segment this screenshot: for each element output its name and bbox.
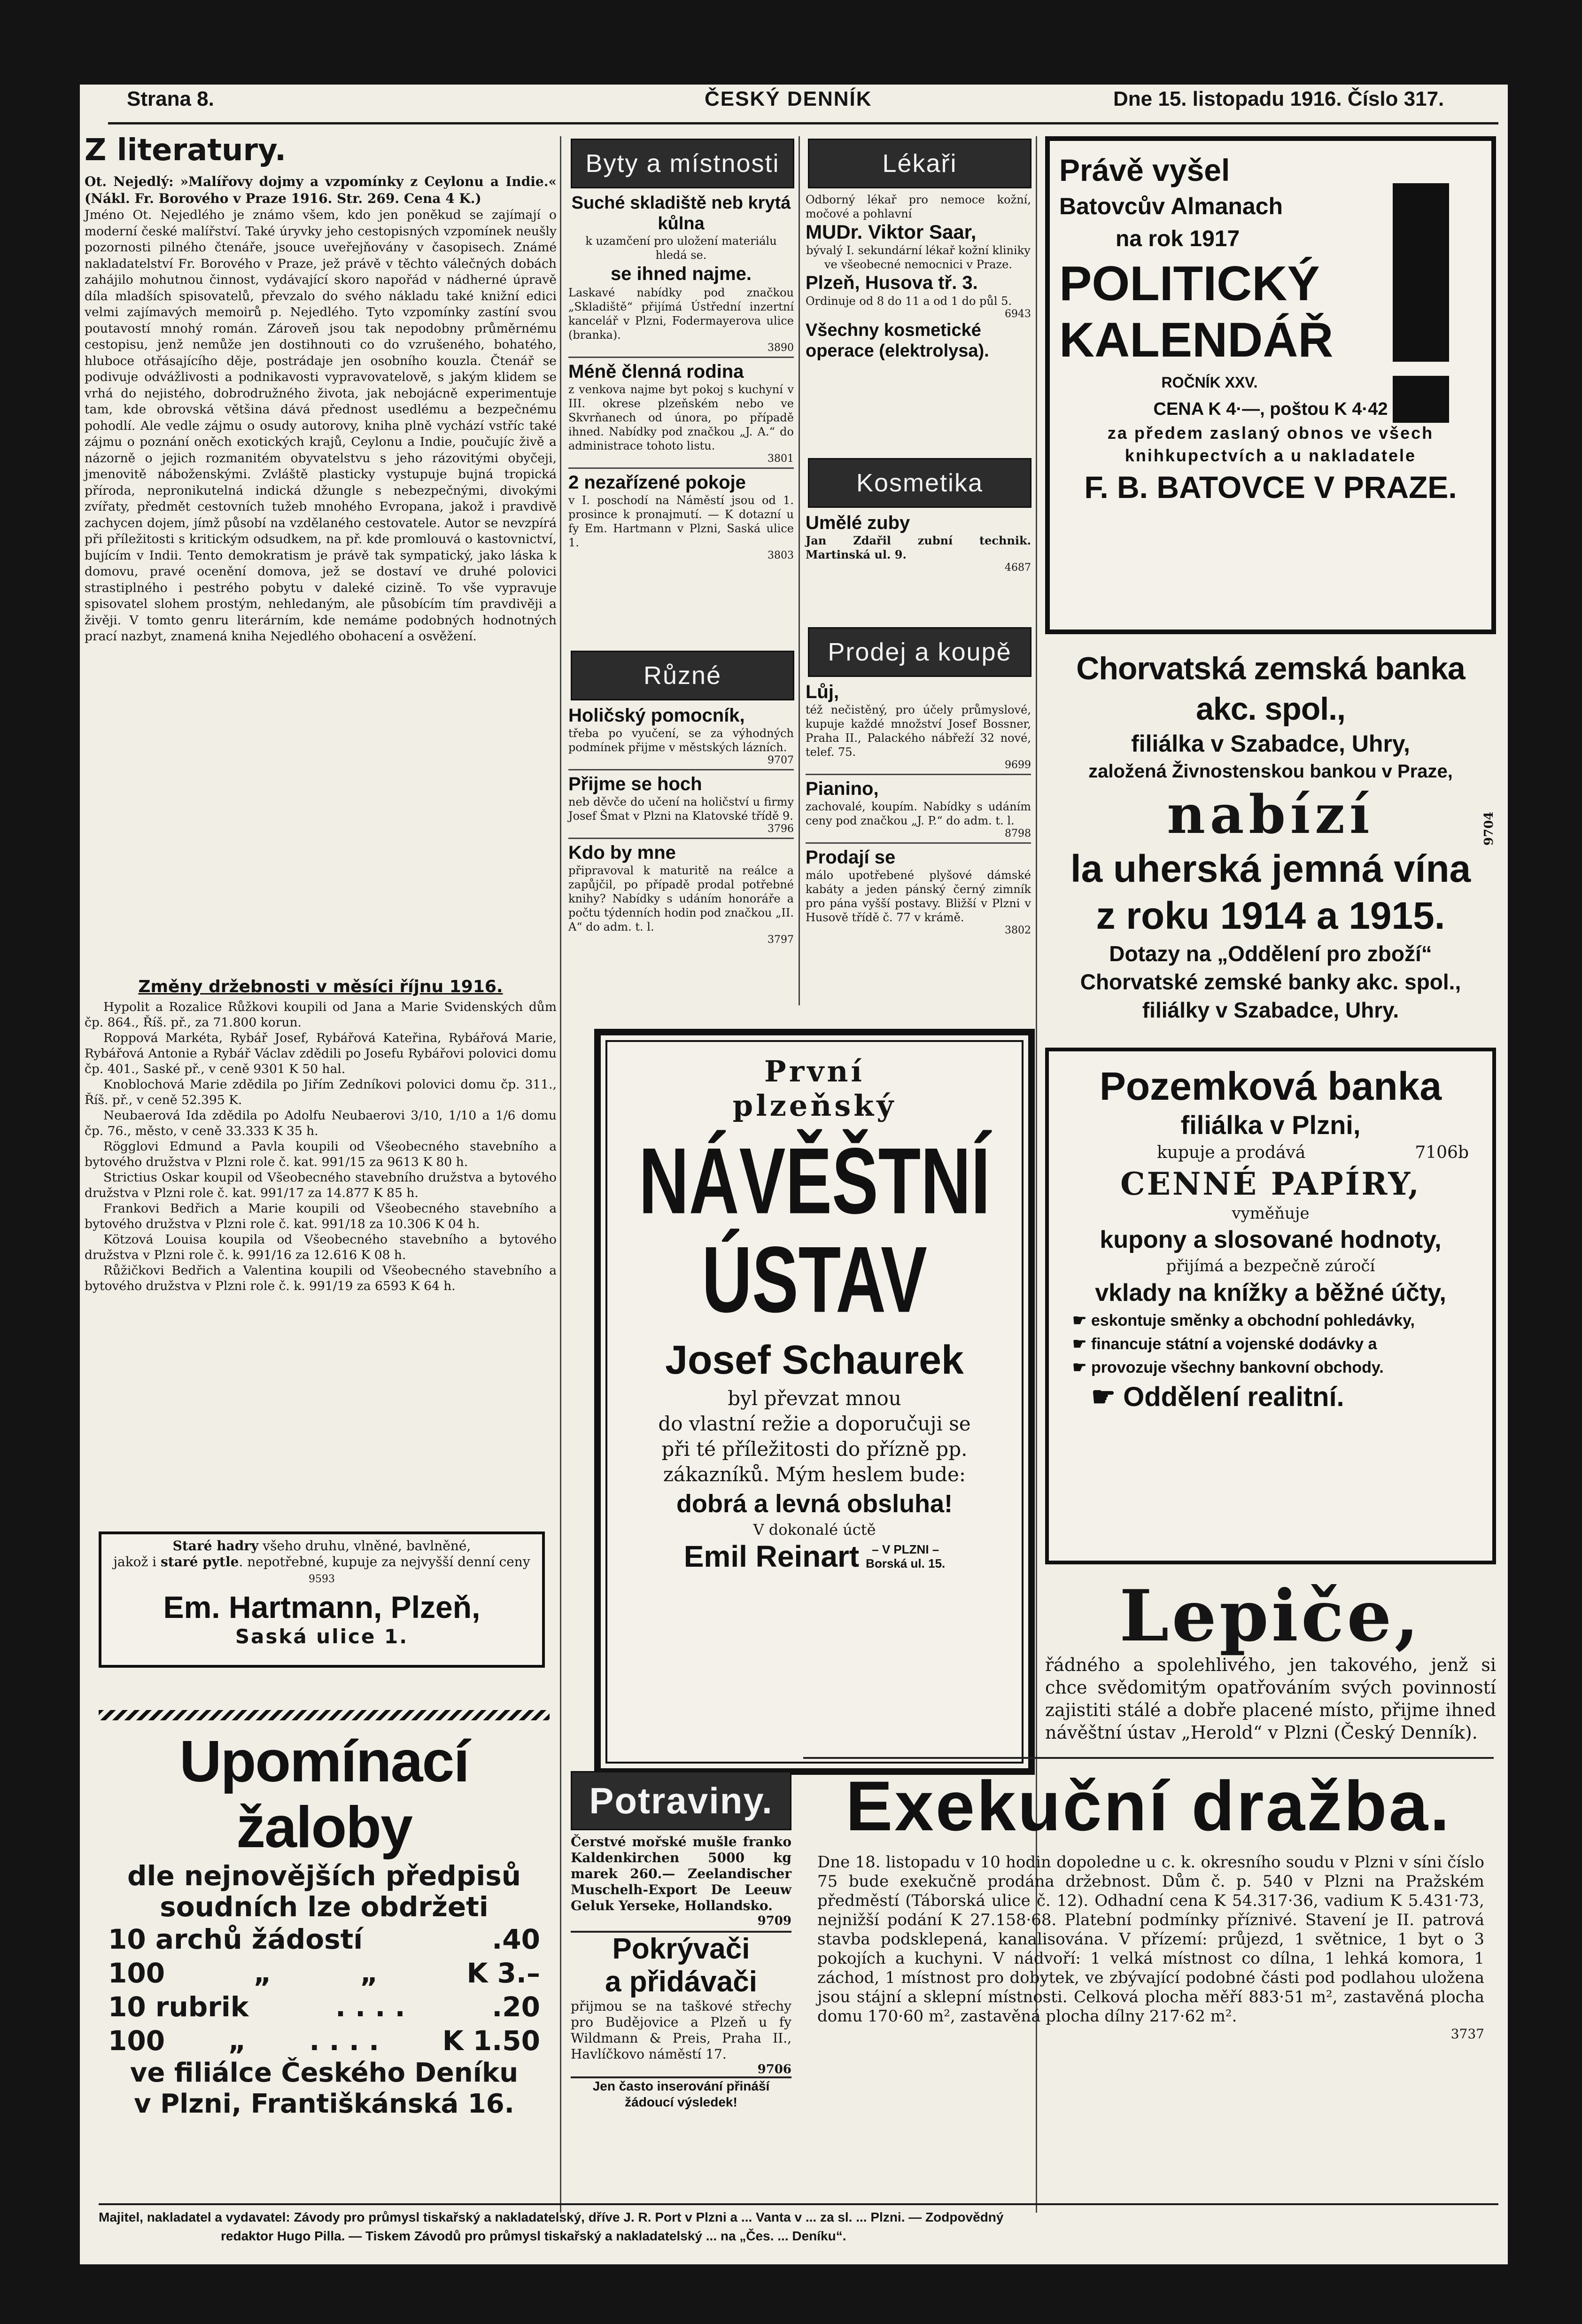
byty-ads (568, 193, 794, 561)
lekari-ad1-name: MUDr. Viktor Saar, (806, 221, 977, 243)
prodej-header: Prodej a koupě (808, 627, 1031, 677)
navestni-owner-row (601, 1539, 1028, 1574)
navestni-t4: ÚSTAV (702, 1227, 927, 1332)
pozemkova-t9-text: eskontuje směnky a obchodní pohledávky, (1091, 1312, 1415, 1329)
pokryvaci-code: 9706 (757, 2062, 791, 2076)
ad-divider (568, 467, 794, 469)
ruzne-ad2-title: Přijme se hoch (568, 774, 702, 794)
navestni-t3: NÁVĚŠTNÍ (638, 1128, 991, 1234)
chorvat-t5: la uherská jemná vína (1070, 847, 1471, 890)
byty-ad1-body: k uzamčení pro uložení materiálu hledá se. (585, 234, 777, 262)
prodej-ad2-body: zachovalé, koupím. Nabídky s udáním ceny pod značkou „J. P.“ do adm. t. l. (806, 800, 1031, 827)
lekari-ad2: Všechny kosmetické operace (elektrolysa). (806, 320, 989, 361)
imprint-line2: redaktor Hugo Pilla. — Tiskem Závodů pro průmysl tiskařský a nakladatelský ... na „Čes. ... Deníku“. (221, 2229, 846, 2243)
hartmann-street: Saská ulice 1. (235, 1625, 409, 1648)
lekari-ad1-title: Odborný lékař pro nemoce kožní, močové a pohlavní (806, 193, 1031, 220)
ad-divider (806, 774, 1031, 775)
pozemkova-t11-text: provozuje všechny bankovní obchody. (1091, 1359, 1384, 1376)
chorvat-t6: z roku 1914 a 1915. (1096, 894, 1445, 937)
navestni-b2: do vlastní režie a doporučuji se (658, 1412, 971, 1435)
price-label: 10 rubrik (108, 1991, 249, 2023)
ownership-title: Změny držebnosti v měsíci říjnu 1916. (138, 977, 503, 996)
kosmetika-ad-body: Jan Zdařil zubní technik. Martinská ul. 9. (806, 534, 1031, 561)
byty-ad3-title: 2 nezařízené pokoje (568, 472, 746, 493)
ruzne-ad2-body: neb děvče do učení na holičství u firmy Josef Šmat v Plzni na Klatovské třídě 9. (568, 795, 794, 823)
price-ditto: „ (228, 2025, 246, 2057)
lekari-ad1-code: 6943 (1005, 308, 1031, 320)
ruzne-ad3-body: připravoval k maturitě na reálce a zapůjčil, po případě prodal potřebné knihy? Nabídky s udáním honoráře a počtu týdenních hodin pod značkou „II. A“ do adm. t. l. (568, 864, 794, 933)
byty-ad2-body: z venkova najme byt pokoj s kuchyní v III. okrese plzeňském nebo ve Skvrňanech od února, po případě ihned. Nabídky pod značkou „J. A.“ do administrace tohoto listu. (568, 383, 794, 452)
price-value: .20 (492, 1991, 540, 2023)
byty-ad1-contact: Laskavé nabídky pod značkou „Skladiště“ přijímá Ústřední inzertní kancelář v Plzni, Fodermayerova ulice (branka). (568, 286, 794, 342)
pozemkova-row (1063, 1141, 1478, 1165)
prodej-ads (806, 681, 1031, 936)
ownership-entry: Kötzová Louisa koupila od Všeobecného stavebního a bytového družstva v Plzni role č. k. 991/16 za 12.616 K 08 h. (85, 1232, 557, 1262)
pozemkova-t9 (1063, 1309, 1478, 1332)
batovec-l9: knihkupectvích a u nakladatele (1124, 446, 1417, 465)
pozemkova-t2: filiálka v Plzni, (1180, 1110, 1361, 1140)
navestni-addr2: Borská ul. 15. (866, 1556, 946, 1570)
prodej-ad3-title: Prodají se (806, 847, 896, 868)
ruzne-ad1-body: třeba po vyučení, se za výhodných podmínek přijme v městských lázních. (568, 727, 794, 754)
pokryvaci-title-b: a přidávači (605, 1966, 757, 1998)
pozemkova-code: 7106b (1415, 1143, 1469, 1162)
ad-divider (568, 838, 794, 839)
navestni-name: Josef Schaurek (665, 1337, 964, 1383)
ad-divider (568, 769, 794, 770)
page-number: Strana 8. (127, 87, 214, 110)
review-body: Jméno Ot. Nejedlého je známo všem, kdo jen poněkud se zajímají o moderní české malířství. Také úryvky jeho cestopisných vzpomínek neušly pozornosti pilného čtenáře, jsouce uveřejňovány v časopisech. Známé nakladatelství Fr. Borového v Praze, jež právě v těchto válečných dobách zahájilo mohutnou činnost, vydávající skoro napořád v nádherné úpravě díla mladších spisovatelů, převzalo do svého nákladu také knižní edici velmi zajímavých memoirů p. Nejedlého. Tyto vzpomínky zastíní svou poutavostí mnohý román. Zároveň jsou tak nepodobny průměrnému cestopisu, jenž nemůže jen dostihnouti co do vzrušeného, bohatého, hluboce otřásajícího děje, postrádaje jen osobního kouzla. Čtenář se podivuje odvážlivosti a podnikavosti vypravovatelově, s jakým klidem se vrhá do nejistého, dobrodružného života, jak nebojácně experimentuje tam, kde obrovská většina dává přednost usedlému a bezpečnému pohodlí. Ale vedle zájmu o osudy autorovy, kniha plně vychází vstříc také zájmu o poznání oněch exotických krajů, Ceylonu a Indie, poučujíc živě a názorně o jejich rozmanitém obyvatelstvu s jeho rázovitými obyčeji, jmenovitě náboženskými. Zvláště plasticky vystupuje bujná tropická příroda, nepronikutelná indická džungle s nebezpečnými, divokými zvířaty, předmět cestovních tužeb mnohého Evropana, jakož i pravdivě zachycen dojem, jímž působí na vzdělaného cestovatele. Autor se nevzpírá při příležitosti s kritickým odsudkem, na př. kde promlouvá o kastovnictví, bujícím v Indii. Tento demokratism je právě tak sympatický, jako láska k domovu, pravé ocenění domova, jež se dostaví ve druhé polovici strastiplného i pestrého pobytu v daleké cizině. To vše vypravuje spisovatel slohem prostým, nehledaným, ale působícím tím pravdivěji a živěji. V tomto genru literárním, kde nemáme podobných hodnotných prací nazbyt, znamená kniha Nejedlého obohacení a osvěžení. (85, 208, 557, 644)
issue-date: Dne 15. listopadu 1916. Číslo 317. (1113, 87, 1444, 110)
price-row (108, 1990, 540, 2024)
navestni-b3: při té příležitosti do přízně pp. (661, 1438, 968, 1461)
navestni-t1: První (764, 1054, 865, 1088)
upominaci-title: Upomínací žaloby (179, 1729, 469, 1860)
batovec-top (1059, 150, 1482, 396)
ownership-entry: Frankovi Bedřich a Marie koupili od Všeobecného stavebního a bytového družstva v Plzni role č. kat. 991/18 za 10.306 K 04 h. (85, 1201, 557, 1231)
hartmann-text-1b: všeho druhu, vlněné, bavlněné, (263, 1538, 471, 1554)
navestni-motto: dobrá a levná obsluha! (676, 1490, 953, 1518)
imprint-line1: Majitel, nakladatel a vydavatel: Závody pro průmysl tiskařský a nakladatelský, dříve J. R. Port v Plzni a ... Vanta v ... za sl. ... Plzni. — Zodpovědný (99, 2210, 1004, 2224)
batovec-l7: CENA K 4·—, poštou K 4·42 (1153, 399, 1388, 419)
navestni-addr1: – V PLZNI – (872, 1542, 939, 1556)
byty-ad1-title: Suché skladiště neb krytá kůlna (571, 193, 791, 233)
price-ditto: „ (360, 1957, 378, 1989)
price-row (108, 1956, 540, 1990)
exclamation-dot (1393, 376, 1449, 423)
exclamation-bar (1393, 183, 1449, 362)
ruzne-ad3-code: 3797 (768, 934, 794, 946)
hartmann-text-2a: jakož i (113, 1554, 157, 1570)
ownership-list (85, 999, 557, 1294)
newspaper-page (80, 85, 1508, 2264)
potraviny-body: Čerstvé mořské mušle franko Kaldenkirchen 5000 kg marek 260.— Zeelandischer Muschelh-Export De Leeuw Geluk Yerseke, Hollandsko. (571, 1834, 791, 1913)
prodej-ad2-code: 8798 (1005, 828, 1031, 839)
batovec-l8: za předem zaslaný obnos ve všech (1107, 423, 1434, 443)
chorvat-t3: založená Živnostenskou bankou v Praze, (1088, 761, 1453, 782)
price-dots: . . . . (335, 1991, 405, 2023)
batovec-l1: Právě vyšel (1059, 153, 1230, 187)
imprint (99, 2208, 1498, 2246)
lekari-ad1-hours: Ordinuje od 8 do 11 a od 1 do půl 5. (806, 295, 1012, 308)
lepice-title: Lepiče, (1119, 1575, 1422, 1657)
pointing-hand-icon: ☛ (1072, 1335, 1091, 1353)
footer-rule (99, 2203, 1498, 2205)
ownership-section (85, 977, 557, 1294)
price-row (108, 1922, 540, 1956)
upominaci-line2: soudních lze obdržeti (160, 1891, 489, 1923)
price-ditto: „ (253, 1957, 271, 1989)
exekucni-body: Dne 18. listopadu v 10 hodin dopoledne u c. k. okresního soudu v Plzni v síni číslo 75 bude exekučně prodána držebnost. Dům č. p. 540 v Plzni na Pražském předměstí (Táborská ulice č. 12). Odhadní cena K 54.317·36, vadium K 5.431·73, nejnižší podání K 27.158·68. Platební podmínky příznivé. Stavení je II. patrová stavba podsklepená, kanalisována. V přízemí: průjezd, 1 světnice, 1 byt o 3 pokojích a kuchyni. V nádvoří: 1 velká místnost co dílna, 1 lehká komora, 1 záchod, 1 místnost pro dobytek, ve zbývající podobné části pod podlahou uložena jsou stájní a sklepní místnosti. Celková plocha měří 883·51 m², zastavěná plocha domu 170·60 m², zastavěná plocha dílny 217·62 m². (817, 1853, 1484, 2026)
hartmann-text-1a: Staré hadry (172, 1538, 259, 1554)
pointing-hand-icon: ☛ (1091, 1382, 1124, 1412)
lepice-ad (1045, 1575, 1496, 1744)
pozemkova-t1: Pozemková banka (1099, 1064, 1442, 1108)
chorvat-code: 9704 (1482, 811, 1496, 846)
navestni-regards: V dokonalé úctě (753, 1521, 876, 1539)
pointing-hand-icon: ☛ (1072, 1359, 1091, 1376)
pozemkova-t7: přijímá a bezpečně zúročí (1166, 1257, 1375, 1275)
ad-divider (806, 842, 1031, 844)
ownership-entry: Růžičkovi Bedřich a Valentina koupili od Všeobecného stavebního a bytového družstva v Plzni role č. k. 991/19 za 6593 K 64 h. (85, 1263, 557, 1293)
chorvat-t8: Chorvatské zemské banky akc. spol., (1080, 970, 1461, 994)
price-value: K 3.– (466, 1957, 540, 1989)
exekucni-title: Exekuční dražba. (845, 1766, 1451, 1845)
price-value: .40 (492, 1923, 540, 1955)
zigzag-border (99, 1710, 550, 1720)
upominaci-line4: v Plzni, Františkánská 16. (134, 2089, 514, 2119)
ad-divider (568, 357, 794, 358)
chorvat-t7: Dotazy na „Oddělení pro zboží“ (1109, 941, 1432, 966)
pointing-hand-icon: ☛ (1072, 1312, 1091, 1329)
kosmetika-ad-title: Umělé zuby (806, 513, 910, 533)
chorvat-t1: Chorvatská zemská banka akc. spol., (1076, 651, 1465, 727)
ruzne-ad3-title: Kdo by mne (568, 842, 676, 863)
ruzne-ad1-title: Holičský pomocník, (568, 705, 745, 726)
lekari-header: Lékaři (808, 139, 1031, 188)
prodej-ad1-title: Lůj, (806, 682, 839, 702)
prodej-ad1-code: 9699 (1005, 759, 1031, 771)
batovec-l2: Batovcův Almanach (1059, 193, 1283, 219)
pokryvaci-body: přijmou se na taškové střechy pro Budějovice a Plzeň u fy Wildmann & Preis, Praha II., Havlíčkovo náměstí 17. (571, 1998, 791, 2062)
byty-ad3-body: v I. poschodí na Náměstí jsou od 1. prosince k pronajmutí. — K dotazní u fy Em. Hartmann v Plzni, Saská ulice 1. (568, 494, 794, 549)
navestni-ad (594, 1029, 1035, 1775)
ownership-entry: Rögglovi Edmund a Pavla koupili od Všeobecného stavebního a bytového družstva v Plzni role č. kat. 991/15 za 9613 K 80 h. (85, 1139, 557, 1169)
byty-ad3-code: 3803 (768, 550, 794, 561)
batovec-l6: ROČNÍK XXV. (1161, 374, 1258, 391)
pozemkova-t8: vklady na knížky a běžné účty, (1095, 1279, 1446, 1306)
batovec-titles (1059, 150, 1360, 396)
potraviny-code: 9709 (757, 1914, 791, 1928)
book-citation: Ot. Nejedlý: »Malířovy dojmy a vzpomínky z Ceylonu a Indie.« (Nákl. Fr. Borového v Praze 1916. Str. 269. Cena 4 K.) (85, 174, 557, 206)
byty-ad1-hire: se ihned najme. (610, 264, 752, 284)
potraviny-ad (571, 1771, 791, 2110)
navestni-address (866, 1542, 945, 1570)
prodej-ad3-code: 3802 (1005, 925, 1031, 936)
navestni-body (601, 1386, 1028, 1487)
price-label: 100 (108, 1957, 165, 1989)
lepice-body: řádného a spolehlivého, jen takového, jenž si chce svědomitým opatřováním svých povinností zajistiti stálé a dobře placené místo, přijme ihned návěštní ústav „Herold“ v Plzni (Český Denník). (1045, 1655, 1496, 1743)
lekari-ad1-body: bývalý I. sekundární lékař kožní kliniky ve všeobecné nemocnici v Praze. (806, 244, 1031, 271)
batovec-ad (1045, 136, 1496, 634)
column-separator (560, 136, 561, 2213)
price-value: K 1.50 (442, 2025, 540, 2057)
ownership-entry: Knoblochová Marie zdědila po Jiřím Zedníkovi polovici domu čp. 311., Říš. př., v ceně 52.395 K. (85, 1077, 557, 1107)
ownership-entry: Neubaerová Ida zdědila po Adolfu Neubaerovi 3/10, 1/10 a 1/6 domu čp. 76., město, v ceně 33.333 K 35 h. (85, 1108, 557, 1138)
potraviny-header: Potraviny. (571, 1771, 791, 1830)
potraviny-footer: Jen často inserování přináší žádoucí výsledek! (571, 2076, 791, 2110)
pozemkova-t10-text: financuje státní a vojenské dodávky a (1091, 1335, 1377, 1353)
kosmetika-ad-code: 4687 (1005, 562, 1031, 574)
lekari-ad1-address: Plzeň, Husova tř. 3. (806, 272, 978, 293)
kosmetika-header: Kosmetika (808, 458, 1031, 508)
batovec-l10: F. B. BATOVCE V PRAZE. (1084, 470, 1457, 505)
pozemkova-t3: kupuje a prodává (1157, 1143, 1306, 1162)
ruzne-header: Různé (571, 651, 794, 700)
navestni-b4: zákazníků. Mým heslem bude: (663, 1463, 966, 1486)
chorvat-t9: filiálky v Szabadce, Uhry. (1142, 998, 1399, 1022)
price-list (99, 1922, 550, 2058)
navestni-b1: byl převzat mnou (728, 1387, 901, 1410)
literature-section (85, 134, 557, 645)
batovec-l4: POLITICKÝ (1059, 256, 1320, 311)
upominaci-ad (99, 1729, 550, 2120)
pokryvaci-title-a: Pokrývači (571, 1931, 791, 1966)
masthead: ČESKÝ DENNÍK (705, 87, 872, 110)
kosmetika-ads (806, 512, 1031, 574)
pozemkova-t4: CENNÉ PAPÍRY, (1120, 1166, 1421, 1202)
hartmann-code: 9593 (309, 1573, 335, 1585)
ruzne-ad1-code: 9707 (768, 754, 794, 766)
exekucni-ad (803, 1757, 1494, 2042)
ruzne-ad2-code: 3796 (768, 823, 794, 835)
pozemkova-t10 (1063, 1332, 1478, 1356)
lekari-ads (806, 193, 1031, 361)
price-row (108, 2024, 540, 2058)
prodej-ad2-title: Pianino, (806, 778, 879, 799)
batovec-l3: na rok 1917 (1116, 226, 1240, 251)
chorvat-t2: filiálka v Szabadce, Uhry, (1131, 731, 1410, 757)
pozemkova-t5: vyměňuje (1232, 1204, 1310, 1223)
chorvat-ad (1045, 648, 1496, 1024)
upominaci-line1: dle nejnovějších předpisů (127, 1860, 521, 1892)
batovec-l5: KALENDÁŘ (1059, 313, 1334, 367)
byty-ad2-code: 3801 (768, 453, 794, 465)
price-label: 10 archů žádostí (108, 1923, 363, 1955)
header-rule (108, 122, 1498, 124)
hartmann-text-2b: staré pytle (161, 1554, 239, 1570)
ownership-entry: Hypolit a Rozalice Růžkovi koupili od Jana a Marie Svidenských dům čp. 864., Říš. př., za 71.800 korun. (85, 1000, 557, 1030)
byty-ad1-code: 3890 (768, 342, 794, 354)
exclamation-mark-icon (1360, 150, 1482, 396)
pozemkova-t11 (1063, 1356, 1478, 1379)
price-dots: . . . . (309, 2025, 380, 2057)
hartmann-text-2c: . nepotřebné, kupuje za nejvyšší denní ceny (239, 1554, 530, 1570)
navestni-owner: Emil Reinart (683, 1539, 860, 1573)
hartmann-name: Em. Hartmann, Plzeň, (163, 1590, 481, 1624)
prodej-ad1-body: též nečistěný, pro účely průmyslové, kupuje každé množství Josef Bossner, Praha II., Palackého nábřeží 32 nové, telef. 75. (806, 703, 1031, 759)
hartmann-text (107, 1538, 536, 1587)
exekucni-code: 3737 (1450, 2026, 1484, 2042)
ruzne-ads (568, 705, 794, 946)
navestni-t2: plzeňský (732, 1088, 897, 1123)
column-separator (799, 136, 800, 1005)
byty-ad2-title: Méně členná rodina (568, 361, 744, 382)
ownership-entry: Strictius Oskar koupil od Všeobecného stavebního družstva a bytového družstva v Plzni role č. kat. 991/17 za 14.877 K 85 h. (85, 1170, 557, 1200)
hartmann-ad (99, 1531, 545, 1668)
prodej-ad3-body: málo upotřebené plyšové dámské kabáty a jeden pánský černý zimník pro pána vyšší postavy. Bližší v Plzni v Husově třídě č. 77 v krámě. (806, 869, 1031, 924)
pozemkova-t12-text: Oddělení realitní. (1123, 1382, 1344, 1412)
byty-header: Byty a místnosti (571, 139, 794, 188)
pozemkova-t12 (1063, 1379, 1478, 1415)
upominaci-line3: ve filiálce Českého Deníku (130, 2058, 519, 2088)
price-label: 100 (108, 2025, 165, 2057)
ownership-entry: Roppová Markéta, Rybář Josef, Rybářová Kateřina, Rybářová Marie, Rybářová Antonie a Rybář Václav zdědili po Josefu Rybářovi polovici domu čp. 401., Saské př., v ceně 9301 K 50 hal. (85, 1031, 557, 1076)
pozemkova-ad (1045, 1048, 1496, 1564)
chorvat-t4: nabízí (1167, 784, 1374, 846)
section-title: Z literatury. (85, 133, 287, 168)
pozemkova-t6: kupony a slosované hodnoty, (1100, 1226, 1442, 1253)
